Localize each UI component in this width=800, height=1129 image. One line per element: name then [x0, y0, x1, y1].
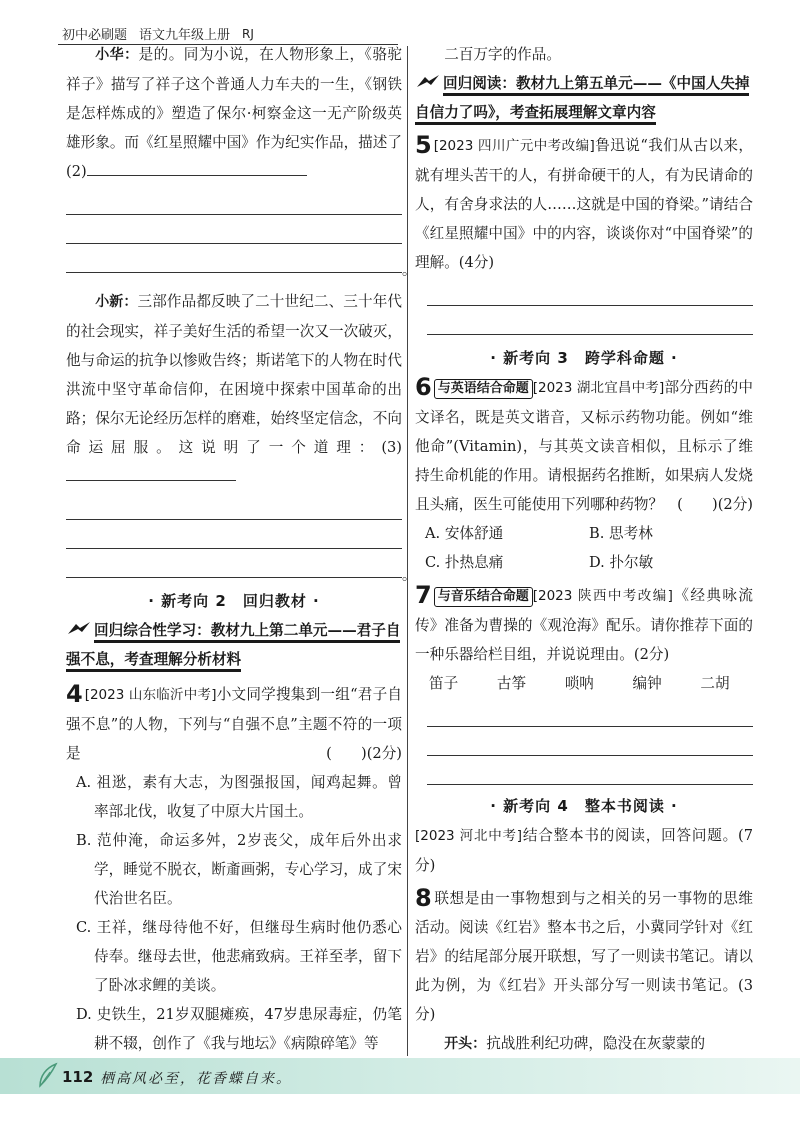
option-a: A. 祖逖，素有大志，为图强报国，闻鸡起舞。曾率部北伐，收复了中原大片国土。	[76, 774, 402, 820]
subject-tag: 与英语结合命题	[434, 379, 533, 399]
option-b: B. 思考林	[589, 525, 653, 542]
question-number: 6	[415, 373, 432, 401]
option-c: C. 王祥，继母待他不好，但继母生病时他仍悉心侍奉。继母去世，他悲痛致病。王祥至孝，留下了卧冰求鲤的美谈。	[76, 919, 402, 994]
section-heading-4: · 新考向 4 整本书阅读 ·	[490, 797, 678, 815]
instrument-list	[415, 669, 753, 698]
answer-line[interactable]	[66, 186, 402, 215]
question-text: 《经典咏流传》准备为曹操的《观沧海》配乐。请你推荐下面的一种乐器给栏目组，并说说理由。(2分)	[415, 587, 753, 663]
option-b: B. 范仲淹，命运多舛，2岁丧父，成年后外出求学，睡觉不脱衣，断齑画粥，专心学习，成了宋代治世名臣。	[76, 832, 402, 907]
answer-line[interactable]	[66, 491, 402, 520]
answer-blank-2-inline[interactable]	[87, 162, 307, 176]
question-number: 8	[415, 884, 432, 912]
question-source: [2023 四川广元中考改编]	[433, 138, 595, 154]
answer-blank-3-inline[interactable]	[66, 467, 236, 481]
pen-icon	[415, 70, 441, 84]
question-stem: 小文同学搜集到一组“君子自强不息”的人物，下列与“自强不息”主题不符的一项是	[66, 686, 402, 762]
question-source: [2023 河北中考]	[415, 828, 523, 844]
kaitou-paragraph	[415, 1029, 753, 1059]
speaker-xiaoxin: 小新：	[95, 294, 138, 310]
question-number: 7	[415, 581, 432, 609]
instrument: 编钟	[632, 675, 662, 692]
footer-motto: 栖高风必至，花香蝶自来。	[100, 1071, 292, 1087]
question-source: [2023 湖北宜昌中考]	[532, 380, 665, 396]
question-7	[415, 581, 753, 669]
answer-line[interactable]	[427, 756, 753, 785]
page-number: 112	[62, 1068, 94, 1086]
series-title: 初中必刷题	[62, 28, 128, 43]
answer-line[interactable]	[427, 727, 753, 756]
question-8	[415, 884, 753, 1029]
answer-line[interactable]	[427, 698, 753, 727]
answer-line[interactable]	[66, 215, 402, 244]
section-heading-3: · 新考向 3 跨学科命题 ·	[490, 349, 678, 367]
answer-line[interactable]	[66, 244, 402, 273]
book-title: 语文九年级上册	[139, 28, 231, 43]
question-number: 4	[66, 680, 83, 708]
question-6	[415, 373, 753, 519]
column-divider	[407, 46, 408, 1056]
question-number: 5	[415, 131, 432, 159]
kaitou-text: 抗战胜利纪功碑，隐没在灰蒙蒙的	[486, 1035, 706, 1052]
option-d: D. 史铁生，21岁双腿瘫痪，47岁患尿毒症，仍笔耕不辍，创作了《我与地坛》《病隙碎笔》等	[76, 1006, 402, 1052]
instrument: 古筝	[496, 675, 527, 692]
options-grid	[415, 519, 753, 577]
answer-line[interactable]	[66, 549, 402, 578]
section-heading-2: · 新考向 2 回归教材 ·	[148, 592, 320, 610]
pen-icon	[66, 617, 92, 631]
subheading-2	[66, 616, 402, 674]
answer-choice-blank[interactable]: ( )(2分)	[326, 745, 402, 762]
xiaoxin-text: 三部作品都反映了二十世纪二、三十年代的社会现实，祥子美好生活的希望一次又一次破灭，他与命运的抗争以惨败告终；斯诺笔下的人物在时代洪流中坚守革命信仰，在困境中探索中国革命的出路；保尔无论经历怎样的磨难，始终坚定信念，不向命运屈服。这说明了一个道理：(3)	[66, 293, 402, 456]
question-source: [2023 山东临沂中考]	[84, 687, 217, 703]
xiaoxin-paragraph	[66, 287, 402, 491]
option-c: C. 扑热息痛	[425, 554, 504, 571]
answer-line[interactable]	[427, 306, 753, 335]
speaker-xiaohua: 小华：	[95, 47, 139, 63]
question-text: 联想是由一事物想到与之相关的另一事物的思维活动。阅读《红岩》整本书之后，小冀同学针对《红岩》的结尾部分展开联想，写了一则读书笔记。请以此为例，为《红岩》开头部分写一则读书笔记。(3分)	[415, 890, 753, 1023]
question-text: 鲁迅说“我们从古以来，就有埋头苦干的人，有拼命硬干的人，有为民请命的人，有舍身求法的人……这就是中国的脊梁。”请结合《红星照耀中国》中的内容，谈谈你对“中国脊梁”的理解。(4分)	[415, 137, 753, 271]
right-column	[415, 40, 753, 1059]
answer-line[interactable]	[427, 277, 753, 306]
answer-choice-blank[interactable]: ( )(2分)	[677, 496, 753, 513]
question-5	[415, 131, 753, 277]
continued-text: 二百万字的作品。	[444, 46, 561, 63]
xiaohua-text: 是的。同为小说，在人物形象上，《骆驼祥子》描写了祥子这个普通人力车夫的一生，《钢铁是怎样炼成的》塑造了保尔·柯察金这一无产阶级英雄形象。而《红星照耀中国》作为纪实作品，描述了(2)	[66, 46, 403, 180]
intro-paragraph	[415, 821, 753, 880]
subject-tag: 与音乐结合命题	[434, 587, 533, 607]
edition-label: RJ	[242, 26, 254, 41]
kaitou-label: 开头：	[444, 1036, 487, 1052]
instrument: 二胡	[700, 675, 730, 692]
intro-text: 结合整本书的阅读，回答问题。(7分)	[415, 827, 753, 874]
instrument: 笛子	[429, 675, 459, 692]
option-d: D. 扑尔敏	[589, 554, 654, 571]
answer-line[interactable]	[66, 520, 402, 549]
question-text: 部分西药的中文译名，既是英文谐音，又标示药物功能。例如“维他命”(Vitamin)，与其英文读音相似，且标示了维持生命机能的作用。请根据药名推断，如果病人发烧且头痛，医生可能使用下列哪种药物？	[415, 379, 753, 513]
subheading-5	[415, 69, 753, 127]
leaf-icon	[36, 1062, 58, 1092]
left-column	[66, 40, 402, 1058]
instrument: 唢呐	[564, 675, 594, 692]
xiaohua-paragraph	[66, 40, 402, 186]
subheading-5-text: 回归阅读：教材九上第五单元——《中国人失掉自信力了吗》，考查拓展理解文章内容	[415, 75, 749, 125]
option-a: A. 安体舒通	[425, 525, 504, 542]
question-4	[66, 680, 402, 768]
question-source: [2023 陕西中考改编]	[532, 588, 673, 604]
subheading-2-text: 回归综合性学习：教材九上第二单元——君子自强不息，考查理解分析材料	[66, 622, 400, 672]
